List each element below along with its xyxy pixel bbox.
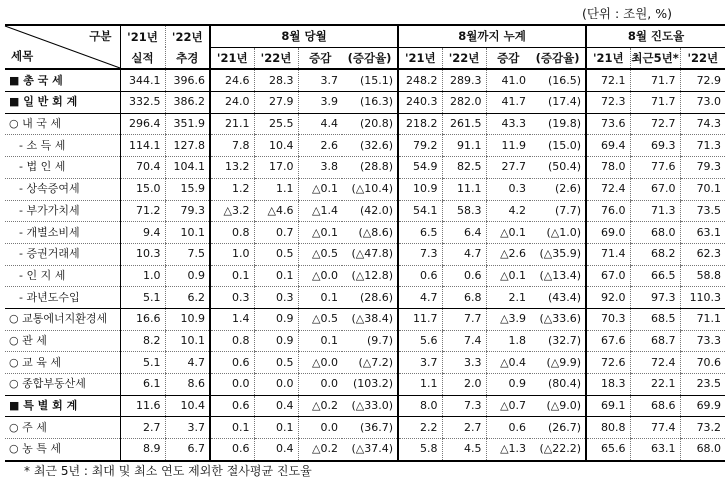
- value-cell: 11.7: [398, 308, 442, 330]
- value-cell: (103.2): [342, 374, 398, 396]
- value-cell: (16.3): [342, 92, 398, 114]
- value-cell: 3.7: [398, 352, 442, 374]
- value-cell: (50.4): [530, 157, 586, 179]
- value-cell: 71.4: [586, 243, 630, 265]
- value-cell: (9.7): [342, 330, 398, 352]
- value-cell: 8.2: [120, 330, 165, 352]
- value-cell: 0.8: [210, 330, 254, 352]
- value-cell: 69.3: [630, 135, 680, 157]
- value-cell: (32.7): [530, 330, 586, 352]
- value-cell: △3.9: [486, 308, 530, 330]
- value-cell: 74.3: [680, 113, 725, 135]
- value-cell: 0.0: [298, 374, 342, 396]
- value-cell: (△1.0): [530, 222, 586, 244]
- value-cell: 4.4: [298, 113, 342, 135]
- value-cell: 0.3: [210, 287, 254, 309]
- value-cell: 63.1: [630, 439, 680, 461]
- value-cell: 11.1: [442, 178, 486, 200]
- value-cell: 91.1: [442, 135, 486, 157]
- table-row: [5, 69, 725, 91]
- value-cell: 54.9: [398, 157, 442, 179]
- value-cell: 73.6: [586, 113, 630, 135]
- value-cell: 2.7: [120, 417, 165, 439]
- value-cell: 6.4: [442, 222, 486, 244]
- value-cell: 0.0: [298, 417, 342, 439]
- value-cell: 15.9: [165, 178, 210, 200]
- value-cell: 2.6: [298, 135, 342, 157]
- value-cell: 69.4: [586, 135, 630, 157]
- row-label: - 소 득 세: [5, 135, 120, 157]
- value-cell: 71.3: [680, 135, 725, 157]
- value-cell: (28.8): [342, 157, 398, 179]
- value-cell: 18.3: [586, 374, 630, 396]
- row-label: - 과년도수입: [5, 287, 120, 309]
- value-cell: (15.0): [530, 135, 586, 157]
- value-cell: 6.2: [165, 287, 210, 309]
- value-cell: △4.6: [254, 200, 298, 222]
- value-cell: (17.4): [530, 92, 586, 114]
- value-cell: 386.2: [165, 92, 210, 114]
- value-cell: 25.5: [254, 113, 298, 135]
- value-cell: (△9.0): [530, 395, 586, 417]
- value-cell: 72.4: [630, 352, 680, 374]
- value-cell: 79.3: [165, 200, 210, 222]
- value-cell: 0.0: [254, 374, 298, 396]
- value-cell: 65.6: [586, 439, 630, 461]
- value-cell: (△47.8): [342, 243, 398, 265]
- value-cell: 72.7: [630, 113, 680, 135]
- value-cell: (7.7): [530, 200, 586, 222]
- value-cell: 68.0: [680, 439, 725, 461]
- value-cell: 0.3: [254, 287, 298, 309]
- value-cell: △0.2: [298, 439, 342, 461]
- value-cell: 6.5: [398, 222, 442, 244]
- value-cell: 4.5: [442, 439, 486, 461]
- value-cell: 68.0: [630, 222, 680, 244]
- value-cell: 0.1: [254, 417, 298, 439]
- table-row: [5, 135, 725, 157]
- value-cell: 2.1: [486, 287, 530, 309]
- value-cell: 218.2: [398, 113, 442, 135]
- value-cell: 282.0: [442, 92, 486, 114]
- value-cell: (△7.2): [342, 352, 398, 374]
- value-cell: 10.1: [165, 330, 210, 352]
- value-cell: (15.1): [342, 69, 398, 91]
- value-cell: 344.1: [120, 69, 165, 91]
- value-cell: 0.1: [298, 330, 342, 352]
- value-cell: 62.3: [680, 243, 725, 265]
- value-cell: 54.1: [398, 200, 442, 222]
- value-cell: 0.1: [210, 417, 254, 439]
- value-cell: 240.3: [398, 92, 442, 114]
- value-cell: (△22.2): [539, 442, 582, 456]
- table-row: [5, 222, 725, 244]
- value-cell: 3.9: [298, 92, 342, 114]
- table-row: [5, 92, 725, 114]
- value-cell: 82.5: [442, 157, 486, 179]
- value-cell: △0.0: [298, 352, 342, 374]
- value-cell: △0.5: [298, 308, 342, 330]
- value-cell: 27.9: [254, 92, 298, 114]
- value-cell: △1.3: [486, 439, 530, 461]
- value-cell: 332.5: [120, 92, 165, 114]
- table-row: [5, 374, 725, 396]
- value-cell: (16.5): [530, 69, 586, 91]
- value-cell: 71.7: [630, 92, 680, 114]
- table-row: [5, 352, 725, 374]
- value-cell: 2.0: [442, 374, 486, 396]
- value-cell: 76.0: [586, 200, 630, 222]
- value-cell: 71.1: [680, 308, 725, 330]
- value-cell: 97.3: [630, 287, 680, 309]
- value-cell: 3.7: [165, 417, 210, 439]
- value-cell: (△10.4): [342, 178, 398, 200]
- value-cell: (△9.9): [530, 352, 586, 374]
- value-cell: 9.4: [120, 222, 165, 244]
- value-cell: 7.4: [442, 330, 486, 352]
- value-cell: (80.4): [530, 374, 586, 396]
- value-cell: 73.0: [680, 92, 725, 114]
- value-cell: 73.2: [680, 417, 725, 439]
- value-cell: 0.0: [210, 374, 254, 396]
- value-cell: 0.8: [210, 222, 254, 244]
- value-cell: 69.9: [680, 395, 725, 417]
- value-cell: (△33.6): [530, 308, 586, 330]
- row-label: - 증권거래세: [5, 243, 120, 265]
- row-label: - 상속증여세: [5, 178, 120, 200]
- aug-sub-22: '22년: [254, 47, 298, 69]
- value-cell: 8.6: [165, 374, 210, 396]
- value-cell: 1.1: [254, 178, 298, 200]
- value-cell: 0.5: [254, 352, 298, 374]
- value-cell: 8.9: [120, 439, 165, 461]
- aug-sub-21: '21년: [210, 47, 254, 69]
- value-cell: 23.5: [680, 374, 725, 396]
- value-cell: 72.9: [680, 69, 725, 91]
- value-cell: 28.3: [254, 69, 298, 91]
- row-label: - 인 지 세: [5, 265, 120, 287]
- cum-sub-22: '22년: [442, 47, 486, 69]
- table-row: [5, 330, 725, 352]
- value-cell: 0.6: [210, 439, 254, 461]
- value-cell: △0.1: [298, 222, 342, 244]
- value-cell: 70.4: [120, 157, 165, 179]
- value-cell: △0.4: [486, 352, 530, 374]
- rate-sub-21: '21년: [586, 47, 630, 69]
- value-cell: 127.8: [165, 135, 210, 157]
- rate-group-header: 8월 진도율: [586, 25, 725, 47]
- value-cell: (2.6): [530, 178, 586, 200]
- y22-header-bottom: 추경: [165, 47, 210, 69]
- row-label: - 부가가치세: [5, 200, 120, 222]
- value-cell: (43.4): [530, 287, 586, 309]
- value-cell: 67.0: [586, 265, 630, 287]
- value-cell: 43.3: [486, 113, 530, 135]
- value-cell: 71.2: [120, 200, 165, 222]
- value-cell: 1.4: [210, 308, 254, 330]
- value-cell: (42.0): [342, 200, 398, 222]
- value-cell: 58.3: [442, 200, 486, 222]
- value-cell: 72.4: [586, 178, 630, 200]
- value-cell: 24.0: [210, 92, 254, 114]
- value-cell: 6.7: [165, 439, 210, 461]
- value-cell: 0.7: [254, 222, 298, 244]
- row-label: ○ 관 세: [5, 330, 120, 352]
- value-cell: 17.0: [254, 157, 298, 179]
- value-cell: 289.3: [442, 69, 486, 91]
- row-label: ○ 주 세: [5, 417, 120, 439]
- table-row: [5, 178, 725, 200]
- value-cell: 0.5: [254, 243, 298, 265]
- value-cell: 63.1: [680, 222, 725, 244]
- value-cell: 3.7: [298, 69, 342, 91]
- value-cell: 1.0: [120, 265, 165, 287]
- value-cell: 13.2: [210, 157, 254, 179]
- value-cell: 6.1: [120, 374, 165, 396]
- value-cell: 41.0: [486, 69, 530, 91]
- value-cell: (△13.4): [530, 265, 586, 287]
- value-cell: 77.4: [630, 417, 680, 439]
- corner-bottom-label: 세목: [11, 49, 34, 63]
- table-row: [5, 439, 725, 461]
- table-row: [5, 200, 725, 222]
- aug-sub-rate: (증감율): [347, 51, 392, 66]
- value-cell: 11.9: [486, 135, 530, 157]
- value-cell: 10.4: [254, 135, 298, 157]
- value-cell: 4.7: [165, 352, 210, 374]
- tax-revenue-table: [5, 24, 722, 462]
- value-cell: 110.3: [680, 287, 725, 309]
- value-cell: 6.8: [442, 287, 486, 309]
- cum-group-header: 8월까지 누계: [398, 25, 586, 47]
- value-cell: 72.6: [586, 352, 630, 374]
- value-cell: 8.0: [398, 395, 442, 417]
- value-cell: 0.9: [486, 374, 530, 396]
- table-row: [5, 157, 725, 179]
- value-cell: 79.3: [680, 157, 725, 179]
- value-cell: 66.5: [630, 265, 680, 287]
- cum-sub-rate: (증감율): [535, 51, 580, 66]
- row-label: ○ 내 국 세: [5, 113, 120, 135]
- table-row: [5, 243, 725, 265]
- value-cell: (26.7): [530, 417, 586, 439]
- value-cell: 0.9: [254, 330, 298, 352]
- value-cell: 5.8: [398, 439, 442, 461]
- value-cell: 21.1: [210, 113, 254, 135]
- value-cell: 0.9: [254, 308, 298, 330]
- value-cell: △0.2: [298, 395, 342, 417]
- value-cell: 248.2: [398, 69, 442, 91]
- value-cell: 73.3: [680, 330, 725, 352]
- value-cell: (△38.4): [342, 308, 398, 330]
- y22-header-top: '22년: [165, 25, 210, 47]
- value-cell: 72.3: [586, 92, 630, 114]
- value-cell: 4.7: [398, 287, 442, 309]
- value-cell: (32.6): [342, 135, 398, 157]
- value-cell: 0.3: [486, 178, 530, 200]
- row-label: - 법 인 세: [5, 157, 120, 179]
- value-cell: 1.8: [486, 330, 530, 352]
- value-cell: 41.7: [486, 92, 530, 114]
- value-cell: 70.3: [586, 308, 630, 330]
- value-cell: 69.1: [586, 395, 630, 417]
- value-cell: 10.9: [398, 178, 442, 200]
- value-cell: 1.2: [210, 178, 254, 200]
- value-cell: 0.6: [442, 265, 486, 287]
- rate-sub-22: '22년: [680, 47, 725, 69]
- value-cell: (36.7): [342, 417, 398, 439]
- y21-header-top: '21년: [120, 25, 165, 47]
- aug-sub-diff: 증감: [298, 47, 342, 69]
- value-cell: 104.1: [165, 157, 210, 179]
- value-cell: 0.6: [486, 417, 530, 439]
- aug-group-header: 8월 당월: [210, 25, 398, 47]
- value-cell: 67.6: [586, 330, 630, 352]
- value-cell: (△37.4): [351, 442, 394, 456]
- value-cell: 70.6: [680, 352, 725, 374]
- value-cell: (28.6): [342, 287, 398, 309]
- cum-sub-diff: 증감: [486, 47, 530, 69]
- value-cell: 16.6: [120, 308, 165, 330]
- table-row: [5, 417, 725, 439]
- value-cell: 68.6: [630, 395, 680, 417]
- value-cell: 7.3: [398, 243, 442, 265]
- value-cell: 296.4: [120, 113, 165, 135]
- value-cell: 71.7: [630, 69, 680, 91]
- value-cell: 7.8: [210, 135, 254, 157]
- row-label: - 개별소비세: [5, 222, 120, 244]
- value-cell: 396.6: [165, 69, 210, 91]
- rate-sub-5yr: 최근5년*: [630, 47, 680, 69]
- value-cell: 24.6: [210, 69, 254, 91]
- unit-note: (단위 : 조원, %): [581, 6, 672, 21]
- value-cell: (19.8): [530, 113, 586, 135]
- value-cell: 69.0: [586, 222, 630, 244]
- table-row: [5, 265, 725, 287]
- corner-header-cell: [5, 25, 120, 69]
- value-cell: 58.8: [680, 265, 725, 287]
- value-cell: 77.6: [630, 157, 680, 179]
- value-cell: 11.6: [120, 395, 165, 417]
- value-cell: 10.4: [165, 395, 210, 417]
- value-cell: 22.1: [630, 374, 680, 396]
- value-cell: △0.7: [486, 395, 530, 417]
- value-cell: 0.9: [165, 265, 210, 287]
- table-row: [5, 395, 725, 417]
- value-cell: 4.7: [442, 243, 486, 265]
- value-cell: 2.2: [398, 417, 442, 439]
- value-cell: 3.8: [298, 157, 342, 179]
- value-cell: 78.0: [586, 157, 630, 179]
- value-cell: (△35.9): [530, 243, 586, 265]
- value-cell: 73.5: [680, 200, 725, 222]
- value-cell: 0.6: [210, 395, 254, 417]
- value-cell: △0.0: [298, 265, 342, 287]
- value-cell: △0.1: [486, 265, 530, 287]
- table-row: [5, 287, 725, 309]
- value-cell: 10.3: [120, 243, 165, 265]
- row-label: ■ 특 별 회 계: [5, 395, 120, 417]
- value-cell: 10.1: [165, 222, 210, 244]
- value-cell: 10.9: [165, 308, 210, 330]
- value-cell: 4.2: [486, 200, 530, 222]
- value-cell: (20.8): [342, 113, 398, 135]
- value-cell: △0.5: [298, 243, 342, 265]
- value-cell: 68.7: [630, 330, 680, 352]
- value-cell: 0.6: [210, 352, 254, 374]
- value-cell: 3.3: [442, 352, 486, 374]
- value-cell: 71.3: [630, 200, 680, 222]
- value-cell: 80.8: [586, 417, 630, 439]
- value-cell: 68.5: [630, 308, 680, 330]
- value-cell: (△8.6): [342, 222, 398, 244]
- table-row: [5, 308, 725, 330]
- value-cell: 0.6: [398, 265, 442, 287]
- value-cell: 67.0: [630, 178, 680, 200]
- value-cell: 5.1: [120, 352, 165, 374]
- value-cell: 79.2: [398, 135, 442, 157]
- value-cell: 72.1: [586, 69, 630, 91]
- value-cell: (△33.0): [342, 395, 398, 417]
- value-cell: 114.1: [120, 135, 165, 157]
- row-label: ○ 교 육 세: [5, 352, 120, 374]
- value-cell: 0.1: [210, 265, 254, 287]
- value-cell: 351.9: [165, 113, 210, 135]
- value-cell: 0.1: [254, 265, 298, 287]
- value-cell: △0.1: [298, 178, 342, 200]
- value-cell: 2.7: [442, 417, 486, 439]
- value-cell: 5.1: [120, 287, 165, 309]
- value-cell: △3.2: [210, 200, 254, 222]
- value-cell: △2.6: [486, 243, 530, 265]
- row-label: ○ 교통에너지환경세: [5, 308, 120, 330]
- table-row: [5, 113, 725, 135]
- value-cell: 0.1: [298, 287, 342, 309]
- row-label: ■ 일 반 회 계: [5, 92, 120, 114]
- value-cell: 1.1: [398, 374, 442, 396]
- y21-header-bottom: 실적: [120, 47, 165, 69]
- row-label: ○ 종합부동산세: [5, 374, 120, 396]
- cum-sub-21: '21년: [398, 47, 442, 69]
- corner-top-label: 구분: [89, 29, 112, 43]
- row-label: ■ 총 국 세: [5, 69, 120, 91]
- value-cell: 1.0: [210, 243, 254, 265]
- row-label: ○ 농 특 세: [9, 442, 61, 456]
- value-cell: 68.2: [630, 243, 680, 265]
- value-cell: 7.7: [442, 308, 486, 330]
- value-cell: (△12.8): [342, 265, 398, 287]
- value-cell: 7.5: [165, 243, 210, 265]
- footnote: * 최근 5년 : 최대 및 최소 연도 제외한 절사평균 진도율: [24, 464, 312, 478]
- value-cell: 0.4: [254, 439, 298, 461]
- value-cell: 7.3: [442, 395, 486, 417]
- value-cell: 261.5: [442, 113, 486, 135]
- value-cell: △0.1: [486, 222, 530, 244]
- value-cell: 5.6: [398, 330, 442, 352]
- value-cell: 27.7: [486, 157, 530, 179]
- value-cell: 92.0: [586, 287, 630, 309]
- value-cell: 15.0: [120, 178, 165, 200]
- value-cell: 70.1: [680, 178, 725, 200]
- value-cell: 0.4: [254, 395, 298, 417]
- value-cell: △1.4: [298, 200, 342, 222]
